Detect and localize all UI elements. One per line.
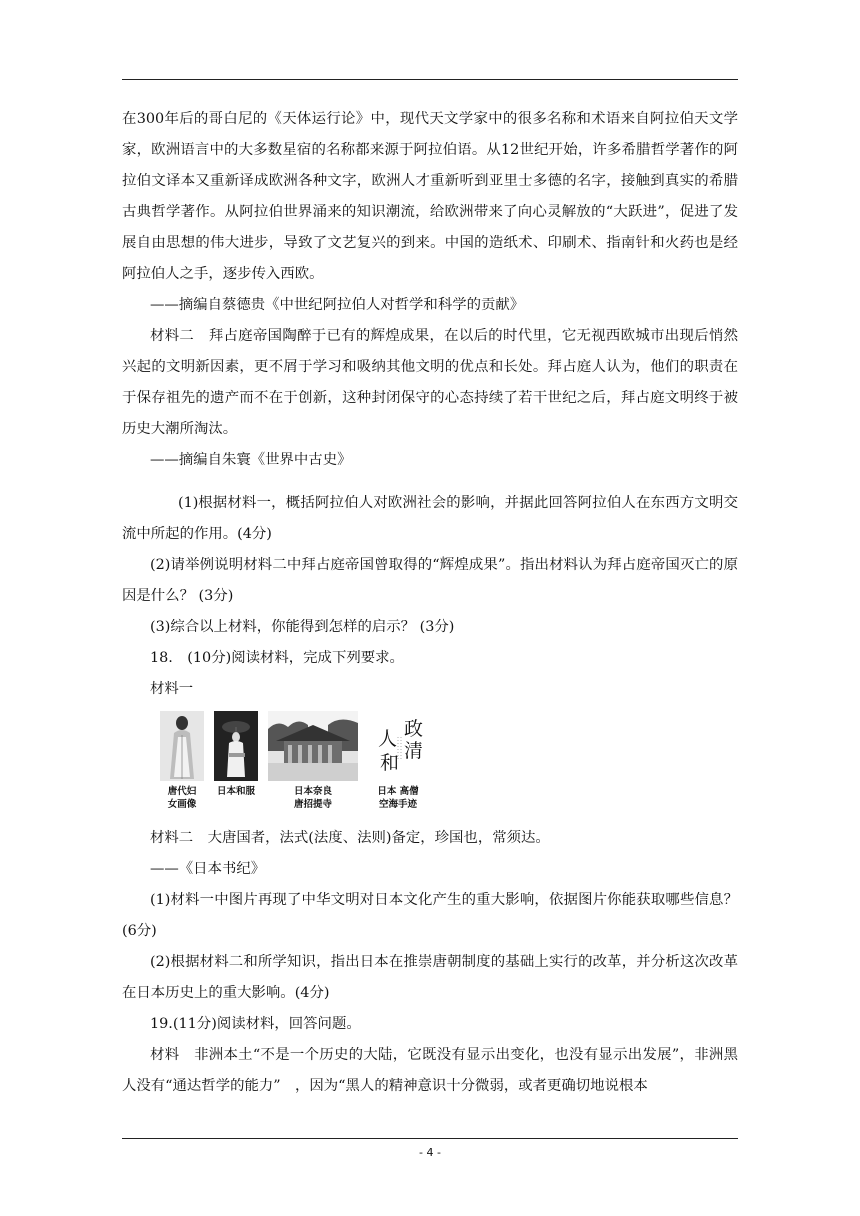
figure-kukai-calligraphy [368, 711, 428, 811]
source-citation: ——《日本书纪》 [150, 861, 266, 877]
question-18-2: (2)根据材料二和所学知识，指出日本在推崇唐朝制度的基础上实行的改革，并分析这次改革在日本历史上的重大影响。(4分) [122, 954, 738, 1001]
question-18-1: (1)材料一中图片再现了中华文明对日本文化产生的重大影响，依据图片你能获取哪些信息？ (6分) [122, 892, 738, 939]
japanese-kimono-photo [214, 711, 258, 781]
figure-tang-woman [160, 711, 204, 811]
material-two-japan: 材料二 大唐国者，法式(法度、法则)备定，珍国也，常须达。 [150, 830, 550, 846]
question-17-3: (3)综合以上材料，你能得到怎样的启示？ (3分) [150, 619, 455, 635]
source-citation: ——摘编自朱寰《世界中古史》 [150, 452, 352, 468]
figure-caption: 日本和服 [216, 786, 255, 797]
figure-caption: 日本 高僧 空海手迹 [377, 786, 419, 810]
figure-caption: 日本奈良 唐招提寺 [293, 786, 332, 810]
calligraphy-glyph: 清 [404, 740, 424, 762]
tang-woman-painting [160, 711, 204, 781]
figure-kimono [214, 711, 258, 798]
paragraph-arab-influence: 在300年后的哥白尼的《天体运行论》中，现代天文学家中的很多名称和术语来自阿拉伯天文学家，欧洲语言中的大多数星宿的名称都来源于阿拉伯语。从12世纪开始，许多希腊哲学著作的阿拉伯文译本又重新译成欧洲各种文字，欧洲人才重新听到亚里士多德的名字，接触到真实的希腊古典哲学著作。从阿拉伯世界涌来的知识潮流，给欧洲带来了向心灵解放的“大跃进”，促进了发展自由思想的伟大进步，导致了文艺复兴的到来。中国的造纸术、印刷术、指南针和火药也是经阿拉伯人之手，逐步传入西欧。 [122, 111, 738, 282]
figure-caption: 唐代妇 女画像 [167, 786, 197, 810]
kukai-calligraphy [368, 711, 428, 781]
question-18: 18. (10分)阅读材料，完成下列要求。 [150, 650, 404, 666]
source-citation: ——摘编自蔡德贵《中世纪阿拉伯人对哲学和科学的贡献》 [150, 297, 525, 313]
page-content [122, 104, 738, 1102]
figure-toshodaiji [268, 711, 358, 811]
question-text: 根据材料一，概括阿拉伯人对欧洲社会的影响，并据此回答阿拉伯人在东西方文明交流中所起的作用。(4分) [122, 495, 738, 542]
calligraphy-glyph: 政 [404, 718, 424, 740]
figure-row [122, 709, 738, 819]
page-number: - 4 - [419, 1146, 441, 1159]
question-17-1 [122, 488, 738, 550]
footer-rule [122, 1138, 738, 1139]
material-africa: 材料 非洲本土“不是一个历史的大陆，它既没有显示出变化，也没有显示出发展”，非洲黑人没有“通达哲学的能力” ，因为“黑人的精神意识十分微弱，或者更确切地说根本 [122, 1047, 738, 1094]
question-17-2: (2)请举例说明材料二中拜占庭帝国曾取得的“辉煌成果”。指出材料认为拜占庭帝国灭亡的原因是什么？ (3分) [122, 557, 738, 604]
calligraphy-glyph: 和 [380, 752, 400, 774]
calligraphy-glyph: 人 [378, 728, 398, 750]
question-19: 19.(11分)阅读材料，回答问题。 [150, 1016, 361, 1032]
material-one-label: 材料一 [150, 681, 194, 697]
question-number: (1) [178, 495, 199, 511]
material-two-byzantine: 材料二 拜占庭帝国陶醉于已有的辉煌成果，在以后的时代里，它无视西欧城市出现后悄然兴起的文明新因素，更不屑于学习和吸纳其他文明的优点和长处。拜占庭人认为，他们的职责在于保存祖先的遗产而不在于创新，这种封闭保守的心态持续了若干世纪之后，拜占庭文明终于被历史大潮所淘汰。 [122, 328, 738, 437]
toshodaiji-temple-photo [268, 711, 358, 781]
header-rule [122, 79, 738, 80]
